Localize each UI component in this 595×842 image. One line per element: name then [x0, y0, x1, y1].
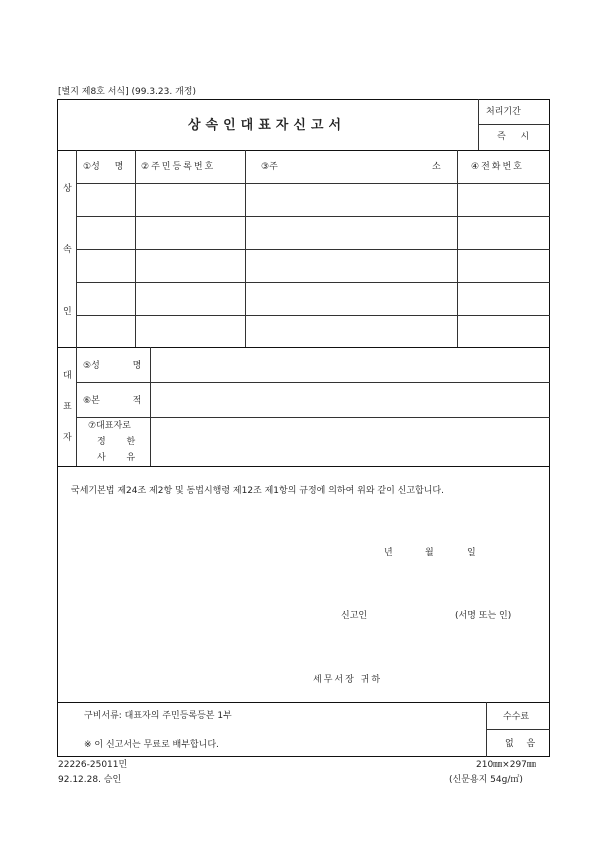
processing-divider	[478, 124, 550, 125]
free-distribution-notice: ※ 이 신고서는 무료로 배부합니다.	[84, 740, 219, 750]
signature-note: (서명 또는 인)	[455, 611, 512, 621]
processing-period-value: 즉 시	[497, 132, 536, 142]
rep-side-char-1: 대	[63, 371, 72, 381]
rep-origin-label: ⑥본 적	[83, 396, 142, 406]
rep-reason-label-line-3: 사 유	[97, 453, 136, 463]
form-number-label: [별지 제8호 서식] (99.3.23. 개정)	[58, 87, 196, 97]
processing-period-label: 처리기간	[486, 107, 521, 117]
title-row-bottom-line	[57, 150, 550, 151]
date-month: 월	[425, 548, 434, 558]
fee-row-line	[486, 729, 550, 730]
declaration-text: 국세기본법 제24조 제2항 및 동법시행령 제12조 제1항의 규정에 의하여 위와 같이 신고합니다.	[71, 486, 444, 496]
attachments-text: 구비서류: 대표자의 주민등록등본 1부	[84, 711, 232, 721]
paper-type: (신문용지 54g/㎡)	[449, 775, 523, 785]
rep-name-label: ⑤성 명	[83, 361, 142, 371]
heirs-side-char-3: 인	[63, 307, 72, 317]
rep-side-char-3: 자	[63, 433, 72, 443]
heirs-row-line-2	[76, 249, 550, 250]
rep-side-char-2: 표	[63, 402, 72, 412]
date-day: 일	[467, 548, 476, 558]
date-year: 년	[384, 548, 393, 558]
heir-name-header: ①성 명	[83, 162, 124, 172]
heir-address-header-end: 소	[432, 162, 441, 172]
heirs-row-line-4	[76, 315, 550, 316]
recipient-text: 세무서장 귀하	[313, 675, 383, 685]
declarant-label: 신고인	[341, 611, 368, 621]
rep-row-line-2	[76, 417, 550, 418]
heirs-header-line	[76, 183, 550, 184]
heirs-row-line-1	[76, 216, 550, 217]
fee-label: 수수료	[503, 712, 530, 722]
fee-value: 없 음	[505, 739, 541, 749]
rep-reason-label-line-2: 정 한	[97, 437, 136, 447]
bottom-section-top-line	[57, 702, 550, 703]
heir-address-header: ③주	[261, 162, 278, 172]
heirs-row-line-3	[76, 282, 550, 283]
rep-row-line-1	[76, 382, 550, 383]
rep-reason-label-line-1: ⑦대표자로	[88, 421, 131, 431]
heirs-section-bottom-line	[57, 347, 550, 348]
approval-date: 92.12.28. 승인	[58, 775, 122, 785]
heirs-side-char-1: 상	[63, 184, 72, 194]
form-code: 22226-25011민	[58, 760, 128, 770]
rep-side-divider	[76, 347, 77, 466]
heirs-side-char-2: 속	[63, 245, 72, 255]
heir-phone-header: ④전화번호	[471, 162, 524, 172]
rep-label-divider	[150, 347, 151, 466]
paper-size: 210㎜×297㎜	[476, 760, 536, 770]
heir-id-header: ②주민등록번호	[141, 162, 216, 172]
form-title: 상속인대표자신고서	[188, 118, 347, 133]
rep-section-bottom-line	[57, 466, 550, 467]
